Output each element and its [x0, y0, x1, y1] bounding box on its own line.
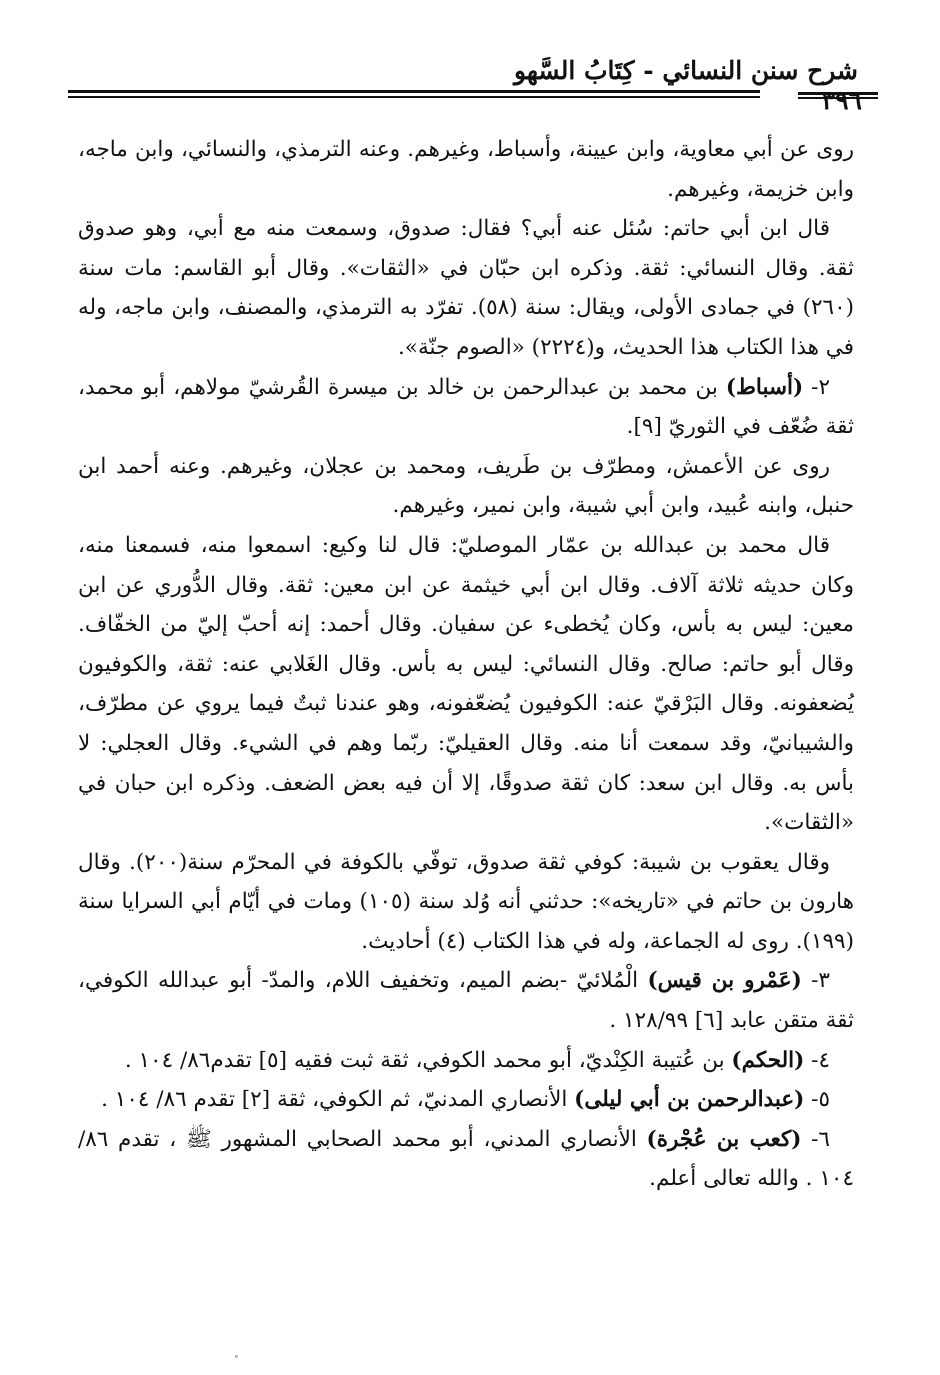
header-rule — [68, 90, 760, 93]
entry-number: ٦- — [801, 1126, 830, 1152]
paragraph — [78, 843, 854, 962]
paragraph — [78, 130, 854, 209]
narrator-name: (أسباط) — [725, 374, 804, 400]
paragraph — [78, 447, 854, 526]
page-number: ٣٩٦ — [821, 86, 862, 115]
entry-number: ٣- — [801, 968, 830, 994]
paragraph — [78, 209, 854, 367]
entry-number: ٤- — [804, 1047, 830, 1073]
entry-text: الأنصاري المدني، أبو محمد الصحابي المشهور ﷺ ، تقدم ٨٦/ ١٠٤ . والله تعالى أعلم. — [78, 1126, 854, 1192]
narrator-name: (الحكم) — [731, 1047, 805, 1073]
narrator-entry — [78, 1120, 854, 1199]
narrator-name: (كعب بن عُجْرة) — [646, 1126, 802, 1152]
paragraph-text: قال ابن أبي حاتم: سُئل عنه أبي؟ فقال: صدوق، وسمعت منه مع أبي، وهو صدوق ثقة. وقال النسائي: ثقة. وذكره ابن حبّان في «الثقات». وقال أبو القاسم: مات سنة (٢٦٠) في جمادى الأولى، ويقال: سنة (٥٨). تفرّد به الترمذي، والمصنف، وابن ماجه، وله في هذا الكتاب هذا الحديث، و(٢٢٢٤) «الصوم جنّة». — [78, 216, 855, 360]
narrator-entry — [78, 1080, 854, 1120]
narrator-name: (عبدالرحمن بن أبي ليلى) — [574, 1087, 805, 1113]
scan-speck — [235, 1355, 238, 1358]
entry-text: بن عُتيبة الكِنْديّ، أبو محمد الكوفي، ثقة ثبت فقيه [٥] تقدم٨٦/ ١٠٤ . — [124, 1047, 732, 1073]
entry-text: الْمُلائيّ -بضم الميم، وتخفيف اللام، والمدّ- أبو عبدالله الكوفي، ثقة متقن عابد [٦] ١٢٨/٩٩ . — [78, 968, 854, 1034]
page-body — [78, 130, 854, 1199]
narrator-entry — [78, 368, 854, 447]
paragraph-text: قال محمد بن عبدالله بن عمّار الموصليّ: قال لنا وكيع: اسمعوا منه، فسمعنا منه، وكان حديثه ثلاثة آلاف. وقال ابن أبي خيثمة عن ابن معين: ثقة. وقال الدُّوري عن ابن معين: ليس به بأس، وكان يُخطىء عن سفيان. وقال أحمد: إنه أحبّ إليّ من الخفّاف. وقال أبو حاتم: صالح. وقال النسائي: ليس به بأس. وقال الغَلابي عنه: ثقة، والكوفيون يُضعفونه. وقال البَرْقيّ عنه: الكوفيون يُضعّفونه، وهو عندنا ثبتٌ فيما يروي عن مطرّف، والشيبانيّ، وقد سمعت أنا منه. وقال العقيليّ: ربّما وهم في الشيء. وقال العجلي: لا بأس به. وقال ابن سعد: كان ثقة صدوقًا، إلا أن فيه بعض الضعف. وذكره ابن حبان في «الثقات». — [78, 532, 854, 836]
entry-text: الأنصاري المدنيّ، ثم الكوفي، ثقة [٢] تقدم ٨٦/ ١٠٤ . — [101, 1087, 575, 1113]
running-title: شرح سنن النسائي - كِتَابُ السَّهو — [513, 56, 858, 85]
paragraph-text: وقال يعقوب بن شيبة: كوفي ثقة صدوق، توفّي بالكوفة في المحرّم سنة(٢٠٠). وقال هارون بن حاتم في «تاريخه»: حدثني أنه وُلد سنة (١٠٥) ومات في أيّام أبي السرايا سنة (١٩٩). روى له الجماعة، وله في هذا الكتاب (٤) أحاديث. — [78, 849, 854, 954]
header-rule — [68, 96, 760, 98]
entry-number: ٢- — [803, 374, 830, 400]
paragraph — [78, 526, 854, 843]
paragraph-text: روى عن الأعمش، ومطرّف بن طَريف، ومحمد بن عجلان، وغيرهم. وعنه أحمد ابن حنبل، وابنه عُبيد، وابن أبي شيبة، وابن نمير، وغيرهم. — [78, 453, 854, 519]
narrator-name: (عَمْرو بن قيس) — [647, 968, 802, 994]
page-header — [60, 56, 880, 118]
narrator-entry — [78, 1041, 854, 1081]
paragraph-text: روى عن أبي معاوية، وابن عيينة، وأسباط، وغيرهم. وعنه الترمذي، والنسائي، وابن ماجه، وابن خزيمة، وغيرهم. — [78, 137, 854, 202]
narrator-entry — [78, 961, 854, 1040]
entry-text: بن محمد بن عبدالرحمن بن خالد بن ميسرة القُرشيّ مولاهم، أبو محمد، ثقة ضُعّف في الثوريّ [٩]. — [78, 374, 854, 440]
entry-number: ٥- — [804, 1087, 830, 1113]
